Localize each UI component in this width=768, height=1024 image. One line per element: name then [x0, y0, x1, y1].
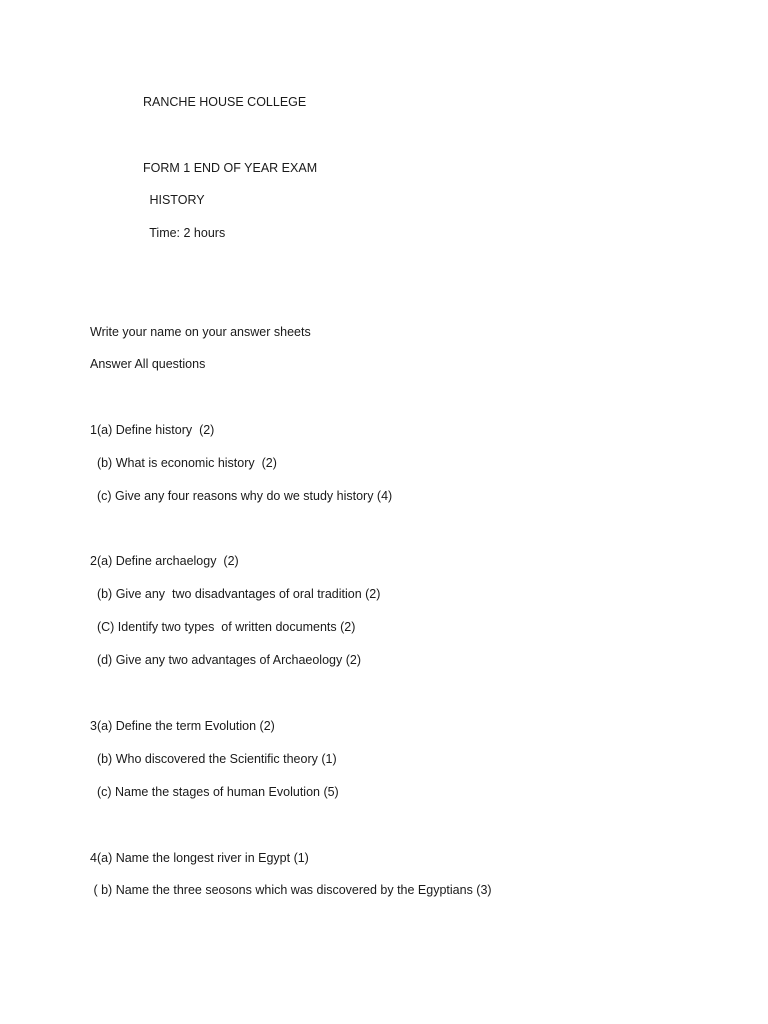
school-name: RANCHE HOUSE COLLEGE [143, 95, 307, 109]
question-2c: (C) Identify two types of written documents (2) [90, 620, 356, 634]
question-1c: (c) Give any four reasons why do we study history (4) [90, 489, 393, 503]
question-2a: 2(a) Define archaelogy (2) [90, 554, 239, 568]
question-3b: (b) Who discovered the Scientific theory (1) [90, 752, 337, 766]
question-1a: 1(a) Define history (2) [90, 423, 215, 437]
instruction-answer-all: Answer All questions [90, 357, 206, 371]
question-3a: 3(a) Define the term Evolution (2) [90, 719, 275, 733]
subject-name: HISTORY [146, 193, 205, 207]
question-1b: (b) What is economic history (2) [90, 456, 277, 470]
instruction-name: Write your name on your answer sheets [90, 325, 311, 339]
question-3c: (c) Name the stages of human Evolution (5) [90, 785, 339, 799]
question-4b: ( b) Name the three seosons which was discovered by the Egyptians (3) [90, 883, 492, 897]
exam-duration: Time: 2 hours [146, 226, 226, 240]
exam-title: FORM 1 END OF YEAR EXAM [143, 161, 318, 175]
question-4a: 4(a) Name the longest river in Egypt (1) [90, 851, 309, 865]
question-2d: (d) Give any two advantages of Archaeology (2) [90, 653, 361, 667]
question-2b: (b) Give any two disadvantages of oral tradition (2) [90, 587, 381, 601]
